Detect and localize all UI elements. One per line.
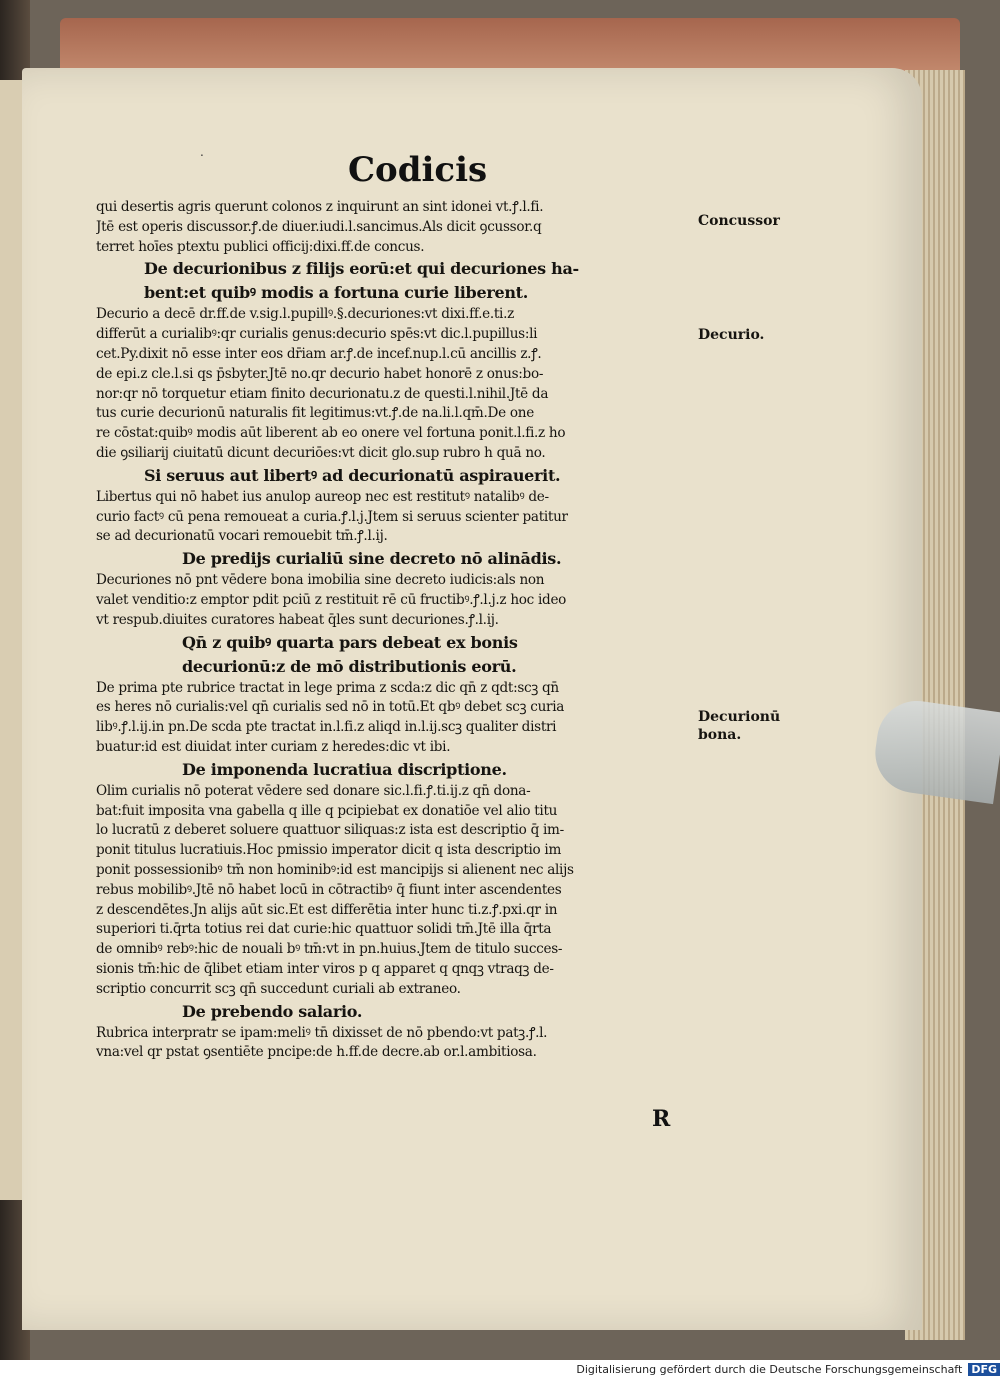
signature-mark: R xyxy=(652,1106,671,1132)
text-line: lo lucratū z deberet soluere quattuor siliquas:z ista est descriptio q̄ im- xyxy=(96,822,564,839)
text-line: tus curie decurionū naturalis fit legitimus:vt.ꝭ.de na.li.l.qm̄.De one xyxy=(96,405,534,422)
section-heading: Qn̄ z quibꝰ quarta pars debeat ex bonis xyxy=(182,632,518,652)
text-line: se ad decurionatū vocari remouebit tm̄.ꝭ.l.ij. xyxy=(96,528,388,545)
text-line: Olim curialis nō poterat vēdere sed donare sic.l.fi.ꝭ.ti.ij.z qn̄ dona- xyxy=(96,782,531,799)
text-column xyxy=(96,198,704,1063)
text-line: curio factꝰ cū pena remoueat a curia.ꝭ.l.j.Jtem si seruus scienter patitur xyxy=(96,508,568,525)
text-line: bat:fuit imposita vna gabella q ille q pcipiebat ex donatiōe vel alio titu xyxy=(96,802,558,819)
section-heading: De imponenda lucratiua discriptione. xyxy=(182,759,507,779)
margin-note-decurionum-bona: Decurionū bona. xyxy=(698,709,781,743)
text-line: sionis tm̄:hic de q̄libet etiam inter viros p q apparet q qnqꝫ vtraqꝫ de- xyxy=(96,960,554,977)
text-line: re cōstat:quibꝰ modis aūt liberent ab eo onere vel fortuna ponit.l.fi.z ho xyxy=(96,425,566,442)
footer-text: Digitalisierung gefördert durch die Deutsche Forschungsgemeinschaft xyxy=(576,1363,963,1376)
text-line: Decuriones nō pnt vēdere bona imobilia sine decreto iudicis:als non xyxy=(96,572,545,589)
page-title: Codicis xyxy=(348,150,488,190)
text-line: Rubrica interpratr se ipam:meliꝰ tn̄ dixisset de nō pbendo:vt patꝫ.ꝭ.l. xyxy=(96,1024,548,1041)
page-dot: . xyxy=(200,145,204,159)
text-line: terret hoīes ptextu publici officij:dixi.ff.de concus. xyxy=(96,238,425,255)
text-line: rebus mobilibꝰ.Jtē nō habet locū in cōtractibꝰ q̄ fiunt inter ascendentes xyxy=(96,881,562,898)
text-line: ponit titulus lucratiuis.Hoc pmissio imperator dicit q ista descriptio im xyxy=(96,842,562,859)
text-line: valet venditio:z emptor pdit pciū z restituit rē cū fructibꝰ.ꝭ.l.j.z hoc ideo xyxy=(96,591,567,608)
dfg-logo: DFG xyxy=(968,1363,1000,1376)
text-line: Libertus qui nō habet ius anulop aureop nec est restitutꝰ natalibꝰ de- xyxy=(96,488,549,505)
text-line: qui desertis agris querunt colonos z inquirunt an sint idonei vt.ꝭ.l.fi. xyxy=(96,199,544,215)
text-line: de epi.z cle.l.si qs p̄sbyter.Jtē no.qr decurio habet honorē z onus:bo- xyxy=(96,365,544,382)
text-line: superiori ti.q̄rta totius rei dat curie:hic quattuor solidi tm̄.Jtē illa q̄rta xyxy=(96,921,552,938)
section-heading: bent:et quibꝰ modis a fortuna curie liberent. xyxy=(144,283,529,303)
text-line: vna:vel qr pstat ꝯsentiēte pncipe:de h.ff.de decre.ab or.l.ambitiosa. xyxy=(96,1044,537,1061)
text-line: z descendētes.Jn alijs aūt sic.Et est differētia inter hunc ti.z.ꝭ.pxi.qr in xyxy=(96,901,558,918)
section-heading: decurionū:z de mō distributionis eorū. xyxy=(182,656,517,676)
text-line: differūt a curialibꝰ:qr curialis genus:decurio spēs:vt dic.l.pupillus:li xyxy=(96,326,538,343)
text-line: ponit possessionibꝰ tm̄ non hominibꝰ:id est mancipijs si alienent nec alijs xyxy=(96,861,574,878)
text-line: de omnibꝰ rebꝰ:hic de nouali bꝰ tm̄:vt in pn.huius.Jtem de titulo succes- xyxy=(96,941,563,958)
text-line: cet.Py.dixit nō esse inter eos dr̄iam ar.ꝭ.de incef.nup.l.cū ancillis z.ꝭ. xyxy=(96,345,542,362)
text-line: nor:qr nō torquetur etiam finito decurionatu.z de questi.l.nihil.Jtē da xyxy=(96,385,549,402)
section-heading: De prebendo salario. xyxy=(182,1001,363,1021)
text-line: die ꝯsiliarij ciuitatū dicunt decuriōes:vt dicit glo.sup rubro h quā no. xyxy=(96,444,546,461)
section-heading: De decurionibus z filijs eorū:et qui decuriones ha- xyxy=(144,259,579,279)
text-line: De prima pte rubrice tractat in lege prima z scda:z dic qn̄ z qdt:scꝫ qn̄ xyxy=(96,679,559,696)
digitization-footer xyxy=(0,1360,1000,1379)
margin-note-concussor: Concussor xyxy=(698,213,780,229)
text-line: Decurio a decē dr.ff.de v.sig.l.pupillꝰ.§.decuriones:vt dixi.ff.e.ti.z xyxy=(96,306,514,323)
margin-note-decurio: Decurio. xyxy=(698,327,765,343)
text-line: libꝰ.ꝭ.l.ij.in pn.De scda pte tractat in.l.fi.z aliqd in.l.ij.scꝫ qualiter distri xyxy=(96,719,557,736)
section-heading: Si seruus aut libertꝰ ad decurionatū aspirauerit. xyxy=(144,465,561,485)
section-heading: De predijs curialiū sine decreto nō alinādis. xyxy=(182,549,562,569)
text-line: vt respub.diuites curatores habeat q̄les sunt decuriones.ꝭ.l.ij. xyxy=(96,611,499,628)
text-line: buatur:id est diuidat inter curiam z heredes:dic vt ibi. xyxy=(96,738,451,755)
text-line: Jtē est operis discussor.ꝭ.de diuer.iudi.l.sancimus.Als dicit ꝯcussor.q xyxy=(96,218,542,235)
text-line: es heres nō curialis:vel qn̄ curialis sed nō in totū.Et qbꝰ debet scꝫ curia xyxy=(96,699,565,716)
text-line: scriptio concurrit scꝫ qn̄ succedunt curiali ab extraneo. xyxy=(96,980,461,997)
